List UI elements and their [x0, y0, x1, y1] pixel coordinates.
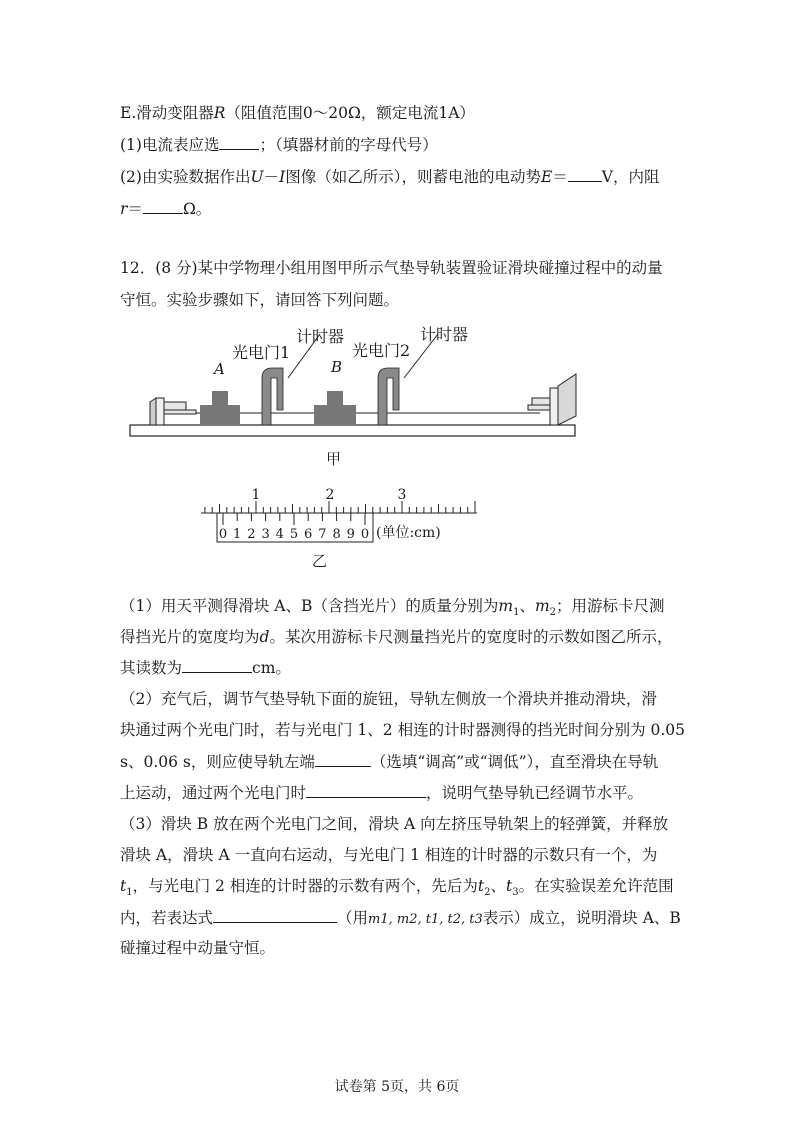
caption-jia: 甲 [326, 450, 342, 468]
left-stand [150, 398, 196, 425]
label-block-b: B [331, 358, 343, 376]
vernier-digits [219, 527, 369, 542]
vernier-digit: 0 [360, 527, 370, 542]
answer-blank[interactable] [568, 166, 602, 182]
p2-line-2: 块通过两个光电门时，若与光电门 1、2 相连的计时器测得的挡光时间分别为 0.05 [120, 721, 686, 739]
block-b [314, 391, 356, 425]
answer-blank[interactable] [182, 657, 252, 673]
p2-line-3: s、0.06 s，则应使导轨左端 （选填“调高”或“调低”），直至滑块在导轨 [120, 753, 659, 771]
figure-vernier-caliper [195, 480, 485, 572]
answer-blank[interactable] [306, 782, 426, 798]
right-stand [528, 374, 576, 425]
unit-label: (单位:cm) [376, 525, 441, 541]
vernier-digit: 2 [247, 527, 256, 542]
block-a [200, 391, 240, 425]
vernier-digit: 4 [275, 527, 284, 542]
main-scale-ticks [205, 501, 475, 513]
vernier-digit: 0 [218, 527, 228, 542]
p2-line-4: 上运动，通过两个光电门时 ，说明气垫导轨已经调节水平。 [120, 784, 644, 802]
vernier-ticks [223, 513, 365, 525]
p3-line-3: $t_1$，与光电门 2 相连的计时器的示数有两个，先后为$t_2$、$t_3$。在实验误差允许范围 [120, 877, 674, 899]
question-2: (2)由实验数据作出U－I图像（如乙所示），则蓄电池的电动势E＝ V，内阻 [120, 168, 660, 186]
main-label-3: 3 [397, 487, 407, 503]
page-footer: 试卷第 5页，共 6页 [334, 1079, 460, 1095]
label-timer-2: 计时器 [420, 325, 469, 344]
main-label-2: 2 [325, 487, 335, 503]
p3-line-1: （3）滑块 B 放在两个光电门之间，滑块 A 向左挤压导轨架上的轻弹簧，并释放 [120, 815, 669, 833]
answer-blank[interactable] [315, 751, 371, 767]
answer-blank[interactable] [143, 198, 183, 214]
p3-line-4: 内，若表达式 （用m1, m2, t1, t2, t3表示）成立，说明滑块 A、B [120, 909, 681, 927]
answer-blank[interactable] [219, 134, 259, 150]
label-timer-1: 计时器 [296, 327, 345, 346]
p1-line-3: 其读数为 cm。 [120, 659, 291, 677]
track-base [130, 425, 575, 436]
question-1: (1)电流表应选 ；（填器材前的字母代号） [120, 136, 438, 154]
vernier-digit: 9 [346, 527, 355, 542]
caption-yi: 乙 [312, 552, 328, 570]
vernier-digit: 7 [318, 527, 327, 542]
question-2-cont: r＝ Ω。 [120, 200, 212, 218]
main-label-1: 1 [251, 487, 261, 503]
vernier-digit: 6 [304, 527, 313, 542]
p3-line-5: 碰撞过程中动量守恒。 [120, 939, 276, 957]
vernier-digit: 5 [289, 527, 299, 542]
figure-air-track [120, 318, 590, 468]
answer-blank[interactable] [213, 907, 337, 923]
vernier-digit: 8 [332, 527, 341, 542]
label-block-a: A [214, 360, 225, 378]
q12-intro-1: 12．(8 分)某中学物理小组用图甲所示气垫导轨装置验证滑块碰撞过程中的动量 [120, 259, 663, 277]
q12-intro-2: 守恒。实验步骤如下，请回答下列问题。 [120, 291, 400, 309]
p1-line-2: 得挡光片的宽度均为d。某次用游标卡尺测量挡光片的宽度时的示数如图乙所示， [120, 628, 673, 646]
vernier-digit: 3 [261, 527, 270, 542]
vernier-digit: 1 [233, 527, 242, 542]
option-e: E.滑动变阻器R（阻值范围0～20Ω，额定电流1A） [120, 104, 475, 122]
p3-line-2: 滑块 A，滑块 A 一直向右运动，与光电门 1 相连的计时器的示数只有一个，为 [120, 846, 658, 864]
label-gate-1: 光电门1 [232, 343, 291, 362]
p2-line-1: （2）充气后，调节气垫导轨下面的旋钮，导轨左侧放一个滑块并推动滑块，滑 [120, 690, 657, 708]
label-gate-2: 光电门2 [352, 341, 411, 360]
p1-line-1: （1）用天平测得滑块 A、B（含挡光片）的质量分别为$m_1$、$m_2$；用游标卡尺测 [120, 597, 665, 619]
